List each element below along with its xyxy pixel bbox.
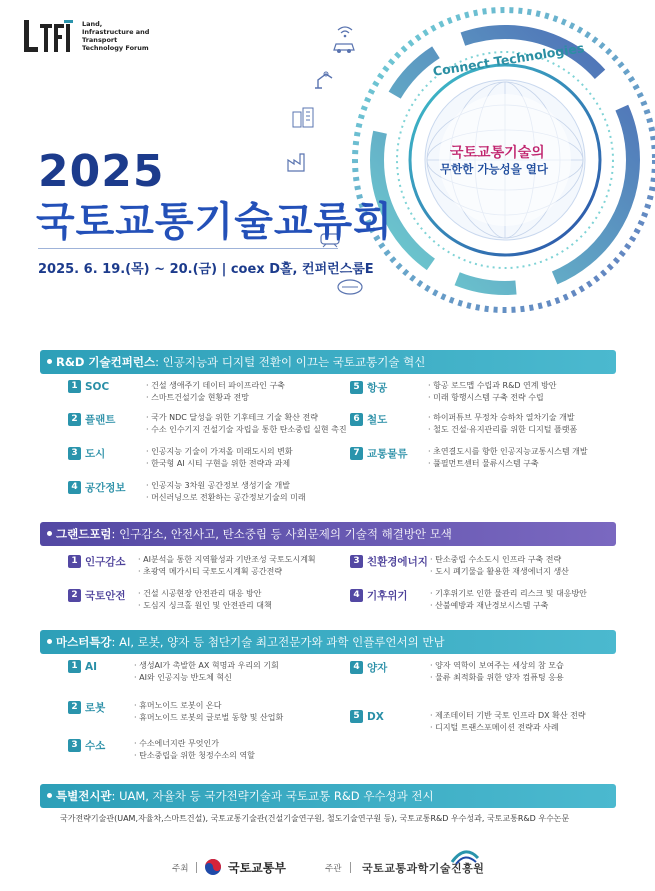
item-line: · 초연결도시를 향한 인공지능교통시스템 개발 — [428, 446, 588, 458]
item-number: 6 — [350, 413, 363, 426]
taegeuk-emblem-icon — [204, 858, 222, 876]
item-line: · 건설 생애주기 데이터 파이프라인 구축 — [146, 380, 285, 392]
item-line: · 탄소중립을 위한 청정수소의 역할 — [134, 750, 255, 762]
item-label: 항공 — [367, 382, 388, 394]
grand-forum-bar — [40, 522, 616, 546]
item-line: · 초광역 메가시티 국토도시계획 공간전략 — [138, 566, 316, 578]
item-number: 3 — [68, 447, 81, 460]
item-number: 3 — [350, 555, 363, 568]
vehicle-icon — [336, 278, 364, 299]
item-number: 2 — [68, 701, 81, 714]
rd-item — [68, 380, 285, 404]
master-lecture-section — [40, 630, 616, 654]
item-label: 친환경에너지 — [367, 556, 428, 568]
logo-line: Technology Forum — [82, 44, 149, 52]
grand-item — [350, 554, 569, 578]
item-label: 로봇 — [85, 702, 106, 714]
special-exhibit-bar — [40, 784, 616, 808]
item-label: AI — [85, 660, 98, 673]
item-line: · 항공 로드맵 수립과 R&D 연계 방안 — [428, 380, 557, 392]
item-line: · 디지털 트랜스포메이션 전략과 사례 — [430, 722, 586, 734]
item-line: · 건설 시공현장 안전관리 대응 방안 — [138, 588, 272, 600]
exhibit-description: 국가전략기술관(UAM,자율차,스마트건설), 국토교통기술관(건설기술연구원, 철도기술연구원 등), 국토교통R&D 우수성과, 국토교통R&D 우수논문 — [60, 814, 570, 823]
item-line: · 미래 항행시스템 구축 전략 수립 — [428, 392, 557, 404]
item-number: 5 — [350, 710, 363, 723]
rd-item — [68, 412, 347, 436]
section-title: 특별전시관 — [56, 789, 112, 803]
master-item — [68, 660, 279, 684]
master-item — [350, 710, 586, 734]
rd-item — [350, 412, 577, 436]
item-line: · 양자 역학이 보여주는 세상의 참 모습 — [430, 660, 564, 672]
item-line: · 산불예방과 재난경보시스템 구축 — [430, 600, 587, 612]
item-label: 인구감소 — [85, 556, 126, 568]
item-number: 2 — [68, 589, 81, 602]
forum-logo — [24, 20, 172, 52]
title-divider — [38, 248, 338, 249]
item-line: · 인공지능 3차원 공간정보 생성기술 개발 — [146, 480, 306, 492]
event-date-venue: 2025. 6. 19.(목) ~ 20.(금) | coex D홀, 컨퍼런스룸E — [38, 262, 374, 277]
logo-line: Transport — [82, 36, 118, 44]
host-name: 국토교통부 — [228, 861, 286, 875]
item-line: · 제조데이터 기반 국토 인프라 DX 확산 전략 — [430, 710, 586, 722]
item-label: 양자 — [367, 662, 388, 674]
car-icon — [332, 40, 356, 57]
item-line: · AI와 인공지능 반도체 혁신 — [134, 672, 279, 684]
footer — [0, 848, 655, 888]
item-line: · 수소 인수기지 건설기술 자립을 통한 탄소중립 실현 촉진 — [146, 424, 347, 436]
item-line: · 한국형 AI 시티 구현을 위한 전략과 과제 — [146, 458, 293, 470]
item-label: 도시 — [85, 448, 106, 460]
item-line: · 도시 폐기물을 활용한 재생에너지 생산 — [430, 566, 569, 578]
item-line: · 수소에너지란 무엇인가 — [134, 738, 255, 750]
item-label: 플랜트 — [85, 414, 116, 426]
logo-line: Infrastructure and — [82, 28, 150, 36]
grand-item — [68, 554, 316, 578]
item-number: 7 — [350, 447, 363, 460]
organizer-name: 국토교통과학기술진흥원 — [362, 862, 485, 875]
organizer-label: 주관 — [325, 864, 342, 874]
robot-arm-icon — [312, 68, 338, 93]
master-item — [68, 738, 255, 762]
item-label: 철도 — [367, 414, 388, 426]
item-label: 공간정보 — [85, 482, 126, 494]
item-label: 기후위기 — [367, 590, 408, 602]
item-label: 수소 — [85, 740, 106, 752]
item-line: · 철도 건설·유지관리를 위한 디지털 플랫폼 — [428, 424, 577, 436]
master-lecture-bar — [40, 630, 616, 654]
item-number: 1 — [68, 555, 81, 568]
item-line: · 기후위기로 인한 물관리 리스크 및 대응방안 — [430, 588, 587, 600]
grand-forum-section — [40, 522, 616, 546]
item-number: 4 — [350, 589, 363, 602]
kaia-logo-icon — [450, 848, 480, 866]
item-number: 1 — [68, 380, 81, 393]
ring-label: Connect Technologies — [431, 40, 586, 79]
rd-item — [350, 380, 557, 404]
rd-conference-bar — [40, 350, 616, 374]
hero-header — [0, 0, 655, 340]
rd-conference-section — [40, 350, 616, 374]
item-line: · 국가 NDC 달성을 위한 기후테크 기술 확산 전략 — [146, 412, 347, 424]
item-number: 1 — [68, 660, 81, 673]
rd-item — [68, 480, 306, 504]
item-label: 국토안전 — [85, 590, 126, 602]
item-label: 교통물류 — [367, 448, 408, 460]
grand-item — [68, 588, 272, 612]
item-line: · 탄소중립 수소도시 인프라 구축 전략 — [430, 554, 569, 566]
item-line: · 인공지능 기술이 가져올 미래도시의 변화 — [146, 446, 293, 458]
item-number: 2 — [68, 413, 81, 426]
section-title: 그랜드포럼 — [56, 527, 112, 541]
circle-caption-secondary: 무한한 가능성을 열다 — [440, 162, 548, 176]
ltfi-logo-mark — [24, 20, 76, 52]
master-item — [68, 700, 283, 724]
event-title: 국토교통기술교류회 — [36, 199, 393, 245]
section-subtitle: : 인구감소, 안전사고, 탄소중립 등 사회문제의 기술적 해결방안 모색 — [111, 527, 452, 541]
item-line: · 풀필먼트센터 물류시스템 구축 — [428, 458, 588, 470]
item-line: · 머신러닝으로 전환하는 공간정보기술의 미래 — [146, 492, 306, 504]
section-title: R&D 기술컨퍼런스 — [56, 355, 156, 369]
section-title: 마스터특강 — [56, 635, 112, 649]
logo-line: Land, — [82, 20, 103, 28]
item-number: 4 — [350, 661, 363, 674]
logo-wordmark — [82, 20, 172, 52]
item-number: 3 — [68, 739, 81, 752]
item-line: · 도심지 싱크홀 원인 및 안전관리 대책 — [138, 600, 272, 612]
event-year: 2025 — [38, 146, 165, 197]
item-line: · 휴머노이드 로봇이 온다 — [134, 700, 283, 712]
divider — [196, 862, 197, 873]
circle-caption-primary: 국토교통기술의 — [450, 145, 545, 161]
wifi-icon — [336, 24, 354, 41]
item-line: · AI분석을 통한 지역활성과 기반조성 국토도시계획 — [138, 554, 316, 566]
factory-icon — [286, 150, 312, 175]
rd-item — [68, 446, 293, 470]
building-icon — [290, 106, 316, 131]
item-label: SOC — [85, 380, 110, 393]
item-line: · 물류 최적화를 위한 양자 컴퓨팅 응용 — [430, 672, 564, 684]
special-exhibit-section — [40, 784, 616, 808]
item-line: · 휴머노이드 로봇의 글로벌 동향 및 산업화 — [134, 712, 283, 724]
divider — [350, 862, 351, 873]
section-subtitle: : 인공지능과 디지털 전환이 이끄는 국토교통기술 혁신 — [155, 355, 426, 369]
item-line: · 생성AI가 촉발한 AX 혁명과 우리의 기회 — [134, 660, 279, 672]
item-line: · 스마트건설기술 현황과 전망 — [146, 392, 285, 404]
host-label: 주최 — [172, 864, 189, 874]
rd-item — [350, 446, 588, 470]
item-number: 5 — [350, 381, 363, 394]
item-label: DX — [367, 710, 384, 723]
section-subtitle: : UAM, 자율차 등 국가전략기술과 국토교통 R&D 우수성과 전시 — [111, 789, 434, 803]
master-item — [350, 660, 564, 684]
item-number: 4 — [68, 481, 81, 494]
grand-item — [350, 588, 587, 612]
item-line: · 하이퍼튜브 무정차 승하차 열차기술 개발 — [428, 412, 577, 424]
section-subtitle: : AI, 로봇, 양자 등 첨단기술 최고전문가와 과학 인플루언서의 만남 — [111, 635, 445, 649]
